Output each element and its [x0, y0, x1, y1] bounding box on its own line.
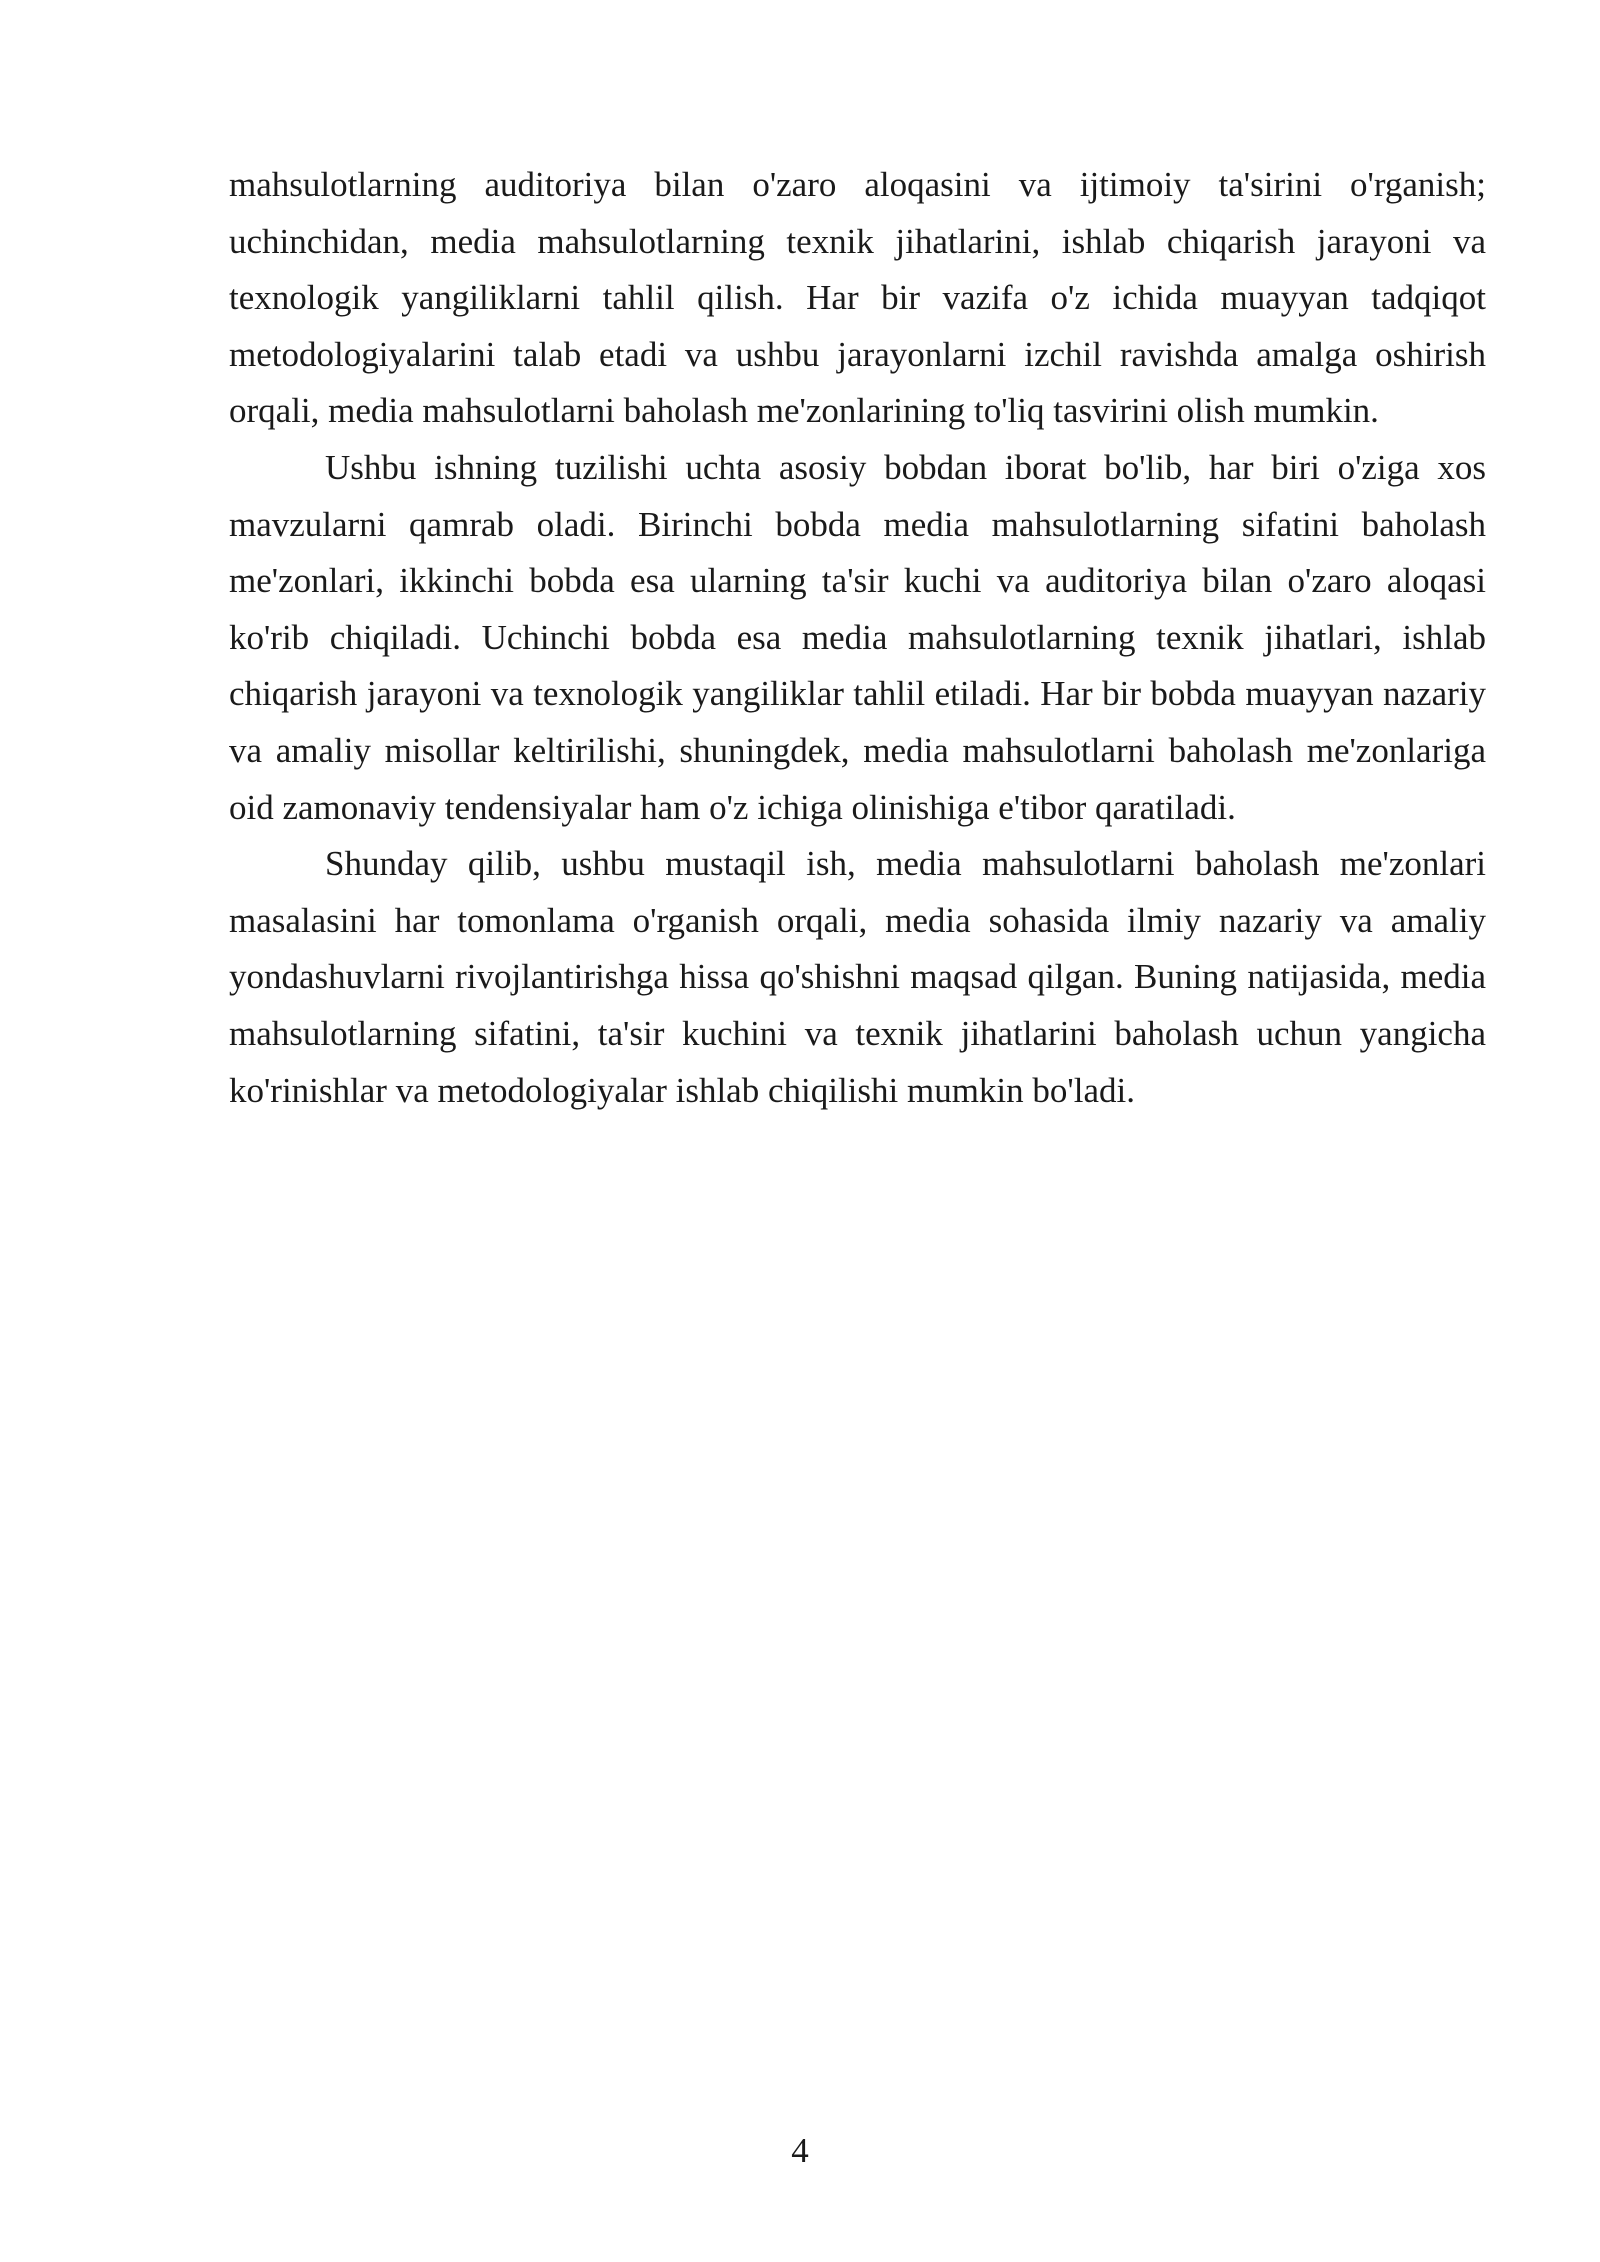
- page-number: 4: [791, 2131, 809, 2170]
- body-text: [229, 157, 1486, 1119]
- paragraph-conclusion: Shunday qilib, ushbu mustaqil ish, media mahsulotlarni baholash me'zonlari masalasini har tomonlama o'rganish orqali, media sohasida ilmiy nazariy va amaliy yondashuvlarni rivojlantirishga hissa qo'shishni maqsad qilgan. Buning natijasida, media mahsulotlarning sifatini, ta'sir kuchini va texnik jihatlarini baholash uchun yangicha ko'rinishlar va metodologiyalar ishlab chiqilishi mumkin bo'ladi.: [229, 844, 1486, 1110]
- paragraph-structure: Ushbu ishning tuzilishi uchta asosiy bobdan iborat bo'lib, har biri o'ziga xos mavzularni qamrab oladi. Birinchi bobda media mahsulotlarning sifatini baholash me'zonlari, ikkinchi bobda esa ularning ta'sir kuchi va auditoriya bilan o'zaro aloqasi ko'rib chiqiladi. Uchinchi bobda esa media mahsulotlarning texnik jihatlari, ishlab chiqarish jarayoni va texnologik yangiliklar tahlil etiladi. Har bir bobda muayyan nazariy va amaliy misollar keltirilishi, shuningdek, media mahsulotlarni baholash me'zonlariga oid zamonaviy tendensiyalar ham o'z ichiga olinishiga e'tibor qaratiladi.: [229, 447, 1486, 827]
- paragraph-continuation: mahsulotlarning auditoriya bilan o'zaro aloqasini va ijtimoiy ta'sirini o'rganish; uchinchidan, media mahsulotlarning texnik jihatlarini, ishlab chiqarish jarayoni va texnologik yangiliklarni tahlil qilish. Har bir vazifa o'z ichida muayyan tadqiqot metodologiyalarini talab etadi va ushbu jarayonlarni izchil ravishda amalga oshirish orqali, media mahsulotlarni baholash me'zonlarining to'liq tasvirini olish mumkin.: [229, 165, 1486, 431]
